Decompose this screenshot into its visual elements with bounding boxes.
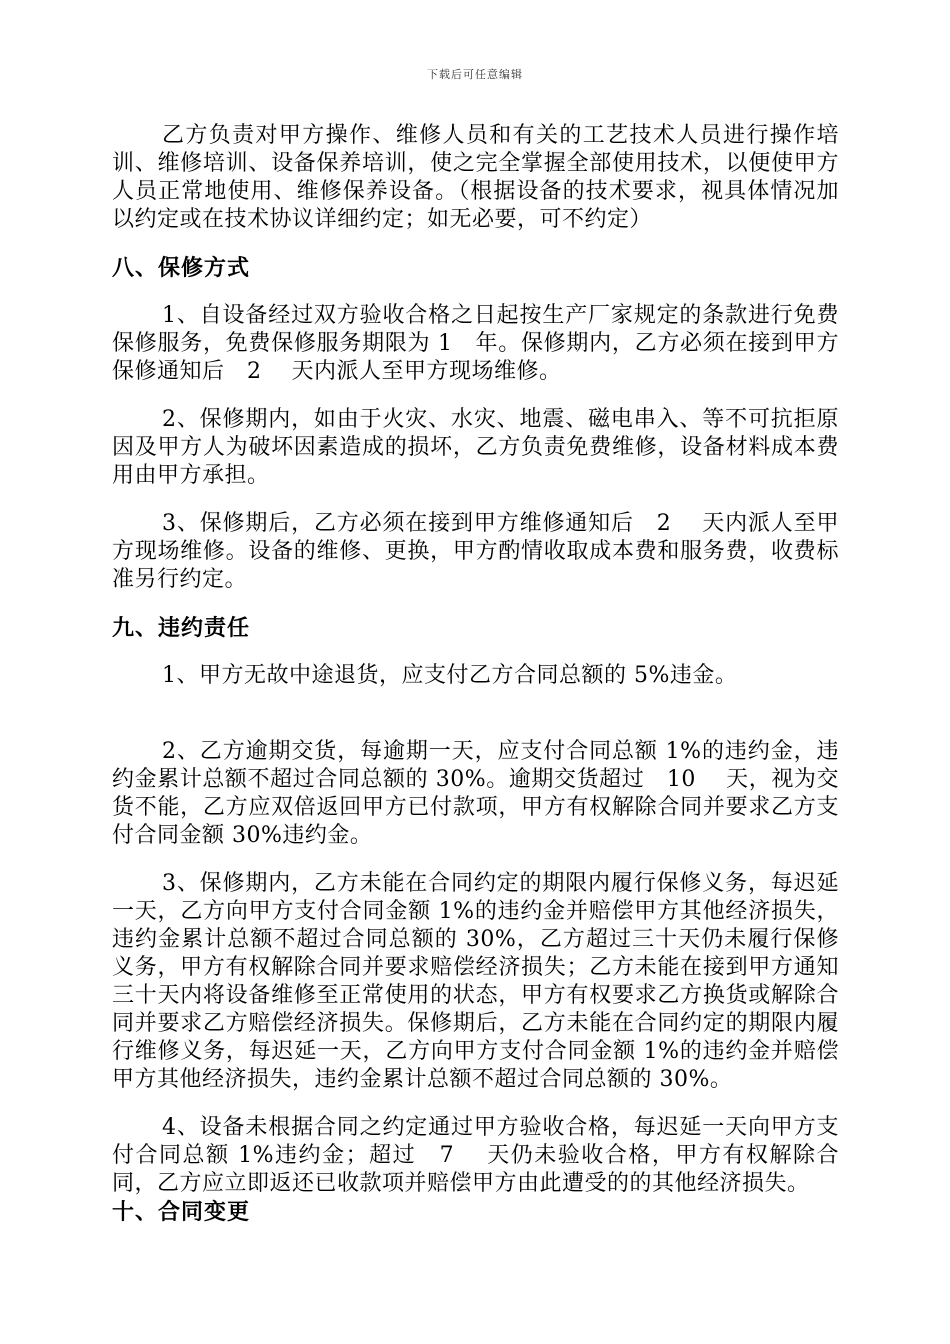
document-body <box>112 122 839 1226</box>
intro-paragraph: 乙方负责对甲方操作、维修人员和有关的工艺技术人员进行操作培训、维修培训、设备保养培训，使之完全掌握全部使用技术，以便使甲方人员正常地使用、维修保养设备。（根据设备的技术要求，视具体情况加以约定或在技术协议详细约定；如无必要，可不约定） <box>112 123 839 232</box>
section-8-clause-1: 1、自设备经过双方验收合格之日起按生产厂家规定的条款进行免费保修服务，免费保修服务期限为 1 年。保修期内，乙方必须在接到甲方保修通知后 2 天内派人至甲方现场维修。 <box>112 303 839 384</box>
section-8-title: 八、保修方式 <box>112 255 251 281</box>
section-8-clause-3: 3、保修期后，乙方必须在接到甲方维修通知后 2 天内派人至甲方现场维修。设备的维修、更换，甲方酌情收取成本费和服务费，收费标准另行约定。 <box>112 511 839 592</box>
section-9-clause-1: 1、甲方无故中途退货，应支付乙方合同总额的 5%违金。 <box>162 663 738 688</box>
page-header-note: 下载后可任意编辑 <box>427 68 523 81</box>
section-9-title: 九、违约责任 <box>112 615 251 641</box>
section-8-clause-2: 2、保修期内，如由于火灾、水灾、地震、磁电串入、等不可抗拒原因及甲方人为破坏因素造成的损坏，乙方负责免费维修，设备材料成本费用由甲方承担。 <box>112 407 839 488</box>
section-10-title: 十、合同变更 <box>112 1199 251 1225</box>
section-9-clause-4: 4、设备未根据合同之约定通过甲方验收合格，每迟延一天向甲方支付合同总额 1%违约金；超过 7 天仍未验收合格，甲方有权解除合同，乙方应立即返还已收款项并赔偿甲方由此遭受的的其他经济损失。 <box>112 1115 839 1196</box>
section-9-clause-2: 2、乙方逾期交货，每逾期一天，应支付合同总额 1%的违约金，违约金累计总额不超过合同总额的 30%。逾期交货超过 10 天，视为交货不能，乙方应双倍返回甲方已付款项，甲方有权解除合同并要求乙方支付合同金额 30%违约金。 <box>112 739 839 848</box>
section-9-clause-3: 3、保修期内，乙方未能在合同约定的期限内履行保修义务，每迟延一天，乙方向甲方支付合同金额 1%的违约金并赔偿甲方其他经济损失，违约金累计总额不超过合同总额的 30%，乙方超过三十天仍未履行保修义务，甲方有权解除合同并要求赔偿经济损失；乙方未能在接到甲方通知三十天内将设备维修至正常使用的状态，甲方有权要求乙方换货或解除合同并要求乙方赔偿经济损失。保修期后，乙方未能在合同约定的期限内履行维修义务，每迟延一天，乙方向甲方支付合同金额 1%的违约金并赔偿甲方其他经济损失，违约金累计总额不超过合同总额的 30%。 <box>112 871 839 1092</box>
